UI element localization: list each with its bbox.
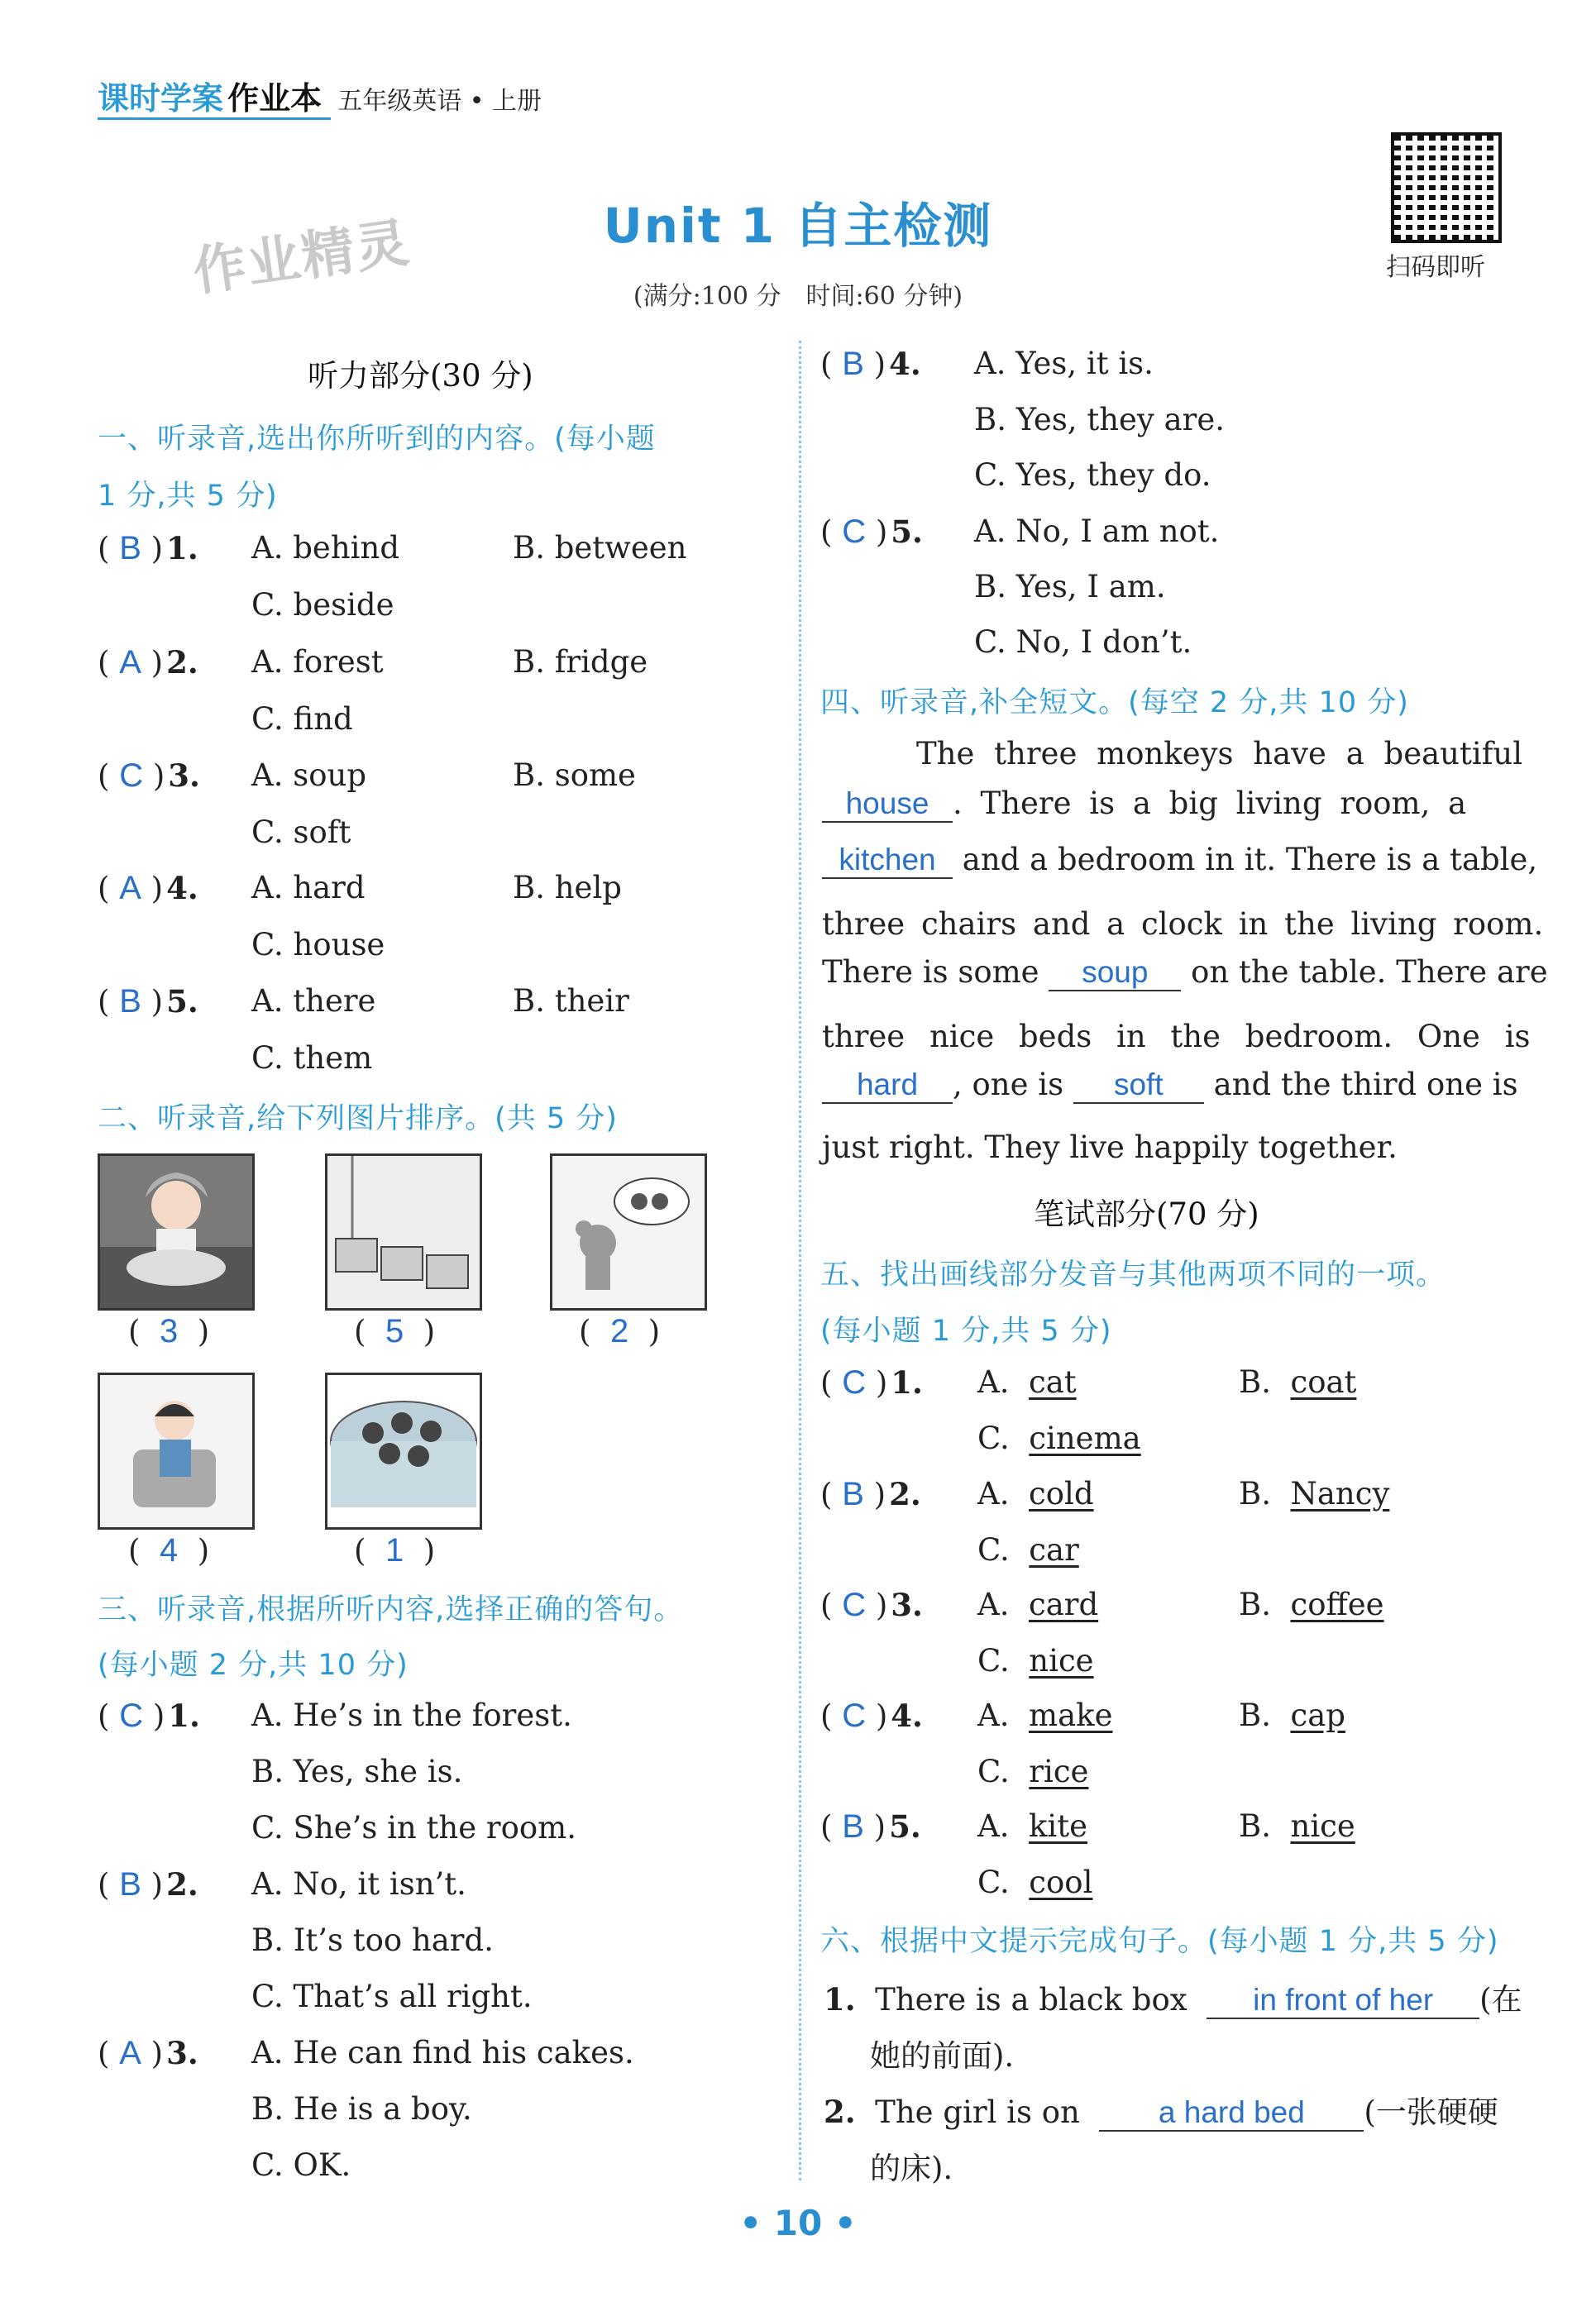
option-b: B. Yes, they are. [974, 402, 1225, 437]
header-rule [98, 117, 331, 120]
option-a: A. behind [251, 530, 400, 566]
picture-3-order: ( 2 ) [579, 1313, 661, 1349]
watermark: 作业精灵 [189, 212, 414, 303]
option-b: B. their [513, 983, 629, 1019]
option-a: A. soup [251, 757, 367, 793]
page-number: • 10 • [739, 2203, 857, 2243]
s3-question-1: ( C ) 1. A. He’s in the forest. [98, 1698, 572, 1734]
answer: C [842, 1698, 867, 1734]
s1-question-4: ( A ) 4. A. hard B. help [98, 870, 622, 906]
boy-chair-illustration [100, 1375, 252, 1527]
picture-girl-eating [98, 1153, 255, 1311]
option-a-word: cold [1029, 1476, 1094, 1512]
option-b-word: cap [1290, 1698, 1345, 1733]
blank-1: house [822, 786, 953, 823]
answer: C [842, 1364, 867, 1401]
question-number: 2. [166, 1866, 198, 1903]
section-3-title-cont: (每小题 2 分,共 10 分) [98, 1649, 409, 1682]
option-b-word: Nancy [1290, 1476, 1390, 1512]
picture-three-beds [325, 1153, 482, 1311]
s1-question-5: ( B ) 5. A. there B. their [98, 983, 629, 1020]
s3-question-4: ( B ) 4. A. Yes, it is. [820, 346, 1154, 382]
brand-name-b: 作业本 [227, 80, 323, 117]
s5-question-5: ( B ) 5. A. kite B. nice [820, 1808, 1355, 1845]
answer: B [842, 346, 864, 382]
passage-line-4: three chairs and a clock in the living room. [822, 906, 1544, 942]
option-b-word: coffee [1290, 1587, 1384, 1622]
passage-line-3: kitchen and a bedroom in it. There is a table, [822, 842, 1537, 879]
s6-question-1: 1. There is a black box in front of her (在 [824, 1981, 1522, 2018]
s5-question-3: ( C ) 3. A. card B. coffee [820, 1587, 1384, 1623]
s6-question-2: 2. The girl is on a hard bed (一张硬硬 [824, 2094, 1498, 2130]
s6-question-1-cont: 她的前面). [870, 2038, 1015, 2074]
question-number: 3. [166, 2035, 198, 2071]
passage-line-8: just right. They live happily together. [822, 1129, 1398, 1165]
option-a: A. there [251, 983, 376, 1019]
header-brand [98, 73, 542, 118]
section-1-title-cont: 1 分,共 5 分) [98, 480, 278, 513]
section-6-title: 六、根据中文提示完成句子。(每小题 1 分,共 5 分) [820, 1925, 1499, 1958]
option-b-word: nice [1290, 1808, 1355, 1844]
answer: C [842, 1587, 867, 1623]
option-c: C. She’s in the room. [251, 1810, 576, 1846]
passage-line-7: hard , one is soft and the third one is [822, 1067, 1518, 1104]
option-b: B. between [513, 530, 687, 566]
picture-mouse [550, 1153, 707, 1311]
passage-line-2: house . There is a big living room, a [822, 786, 1466, 823]
s1-question-2: ( A ) 2. A. forest B. fridge [98, 644, 648, 681]
blank-3: soup [1049, 955, 1181, 991]
beds-illustration [327, 1156, 480, 1308]
question-number: 5. [166, 983, 198, 1020]
answer: 4 [159, 1532, 179, 1569]
question-number: 4. [889, 346, 921, 382]
question-number: 3. [168, 757, 200, 794]
question-number: 5. [891, 513, 923, 550]
mouse-illustration [552, 1156, 705, 1308]
answer: 1 [385, 1532, 404, 1569]
listening-heading: 听力部分(30 分) [308, 358, 533, 394]
option-a: A. Yes, it is. [974, 346, 1154, 381]
passage-line-5: There is some soup on the table. There are [822, 954, 1548, 990]
picture-2-order: ( 5 ) [354, 1313, 436, 1349]
s1-question-1: ( B ) 1. A. behind B. between [98, 530, 687, 566]
s3-question-5: ( C ) 5. A. No, I am not. [820, 513, 1220, 550]
option-c: C. rice [977, 1754, 1089, 1789]
passage-line-6: three nice beds in the bedroom. One is [822, 1019, 1531, 1054]
section-5-title: 五、找出画线部分发音与其他两项不同的一项。 [820, 1258, 1446, 1292]
option-b-word: coat [1290, 1364, 1357, 1400]
option-b: B. some [513, 757, 636, 793]
s6-question-2-cont: 的床). [870, 2151, 953, 2186]
option-c: C. That’s all right. [251, 1979, 533, 2014]
picture-1-order: ( 3 ) [128, 1313, 210, 1349]
s5-question-4: ( C ) 4. A. make B. cap [820, 1698, 1345, 1734]
answer: B [842, 1476, 864, 1512]
blank-5: soft [1073, 1067, 1204, 1104]
option-c-word: car [1029, 1532, 1079, 1568]
option-a: A. hard [251, 870, 366, 905]
apples-table-illustration [327, 1375, 480, 1527]
answer: A [119, 870, 141, 906]
answer: B [842, 1808, 864, 1845]
question-number: 1. [166, 530, 198, 566]
answer: 2 [609, 1313, 629, 1349]
option-a-word: kite [1029, 1808, 1088, 1844]
option-c: C. Yes, they do. [974, 457, 1211, 493]
option-a: A. No, it isn’t. [251, 1866, 466, 1902]
answer: B [119, 530, 141, 566]
picture-4-order: ( 4 ) [128, 1532, 210, 1569]
section-2-title: 二、听录音,给下列图片排序。(共 5 分) [98, 1102, 618, 1135]
option-a: A. He’s in the forest. [251, 1698, 572, 1733]
page-title: Unit 1 自主检测 [603, 198, 993, 254]
option-c: C. cool [977, 1865, 1093, 1900]
s5-question-1: ( C ) 1. A. cat B. coat [820, 1364, 1357, 1401]
option-c-word: cool [1029, 1865, 1093, 1900]
option-c: C. soft [251, 814, 351, 850]
option-b: B. Yes, I am. [974, 569, 1166, 604]
answer: 3 [159, 1313, 179, 1349]
qr-caption: 扫码即听 [1386, 253, 1485, 282]
girl-eating-illustration [100, 1156, 252, 1308]
answer: C [119, 1698, 144, 1734]
passage-line-1: The three monkeys have a beautiful [916, 736, 1523, 771]
section-3-title: 三、听录音,根据所听内容,选择正确的答句。 [98, 1593, 684, 1626]
answer: C [842, 513, 867, 550]
option-a-word: cat [1029, 1364, 1077, 1400]
option-a-word: make [1029, 1698, 1113, 1733]
option-c: C. No, I don’t. [974, 624, 1192, 660]
option-c-word: nice [1029, 1643, 1094, 1679]
answer: A [119, 644, 141, 681]
header-subtitle: 五年级英语 • 上册 [337, 87, 542, 116]
option-a: A. No, I am not. [974, 513, 1220, 549]
option-c: C. find [251, 701, 353, 737]
answer: B [119, 983, 141, 1020]
option-c-word: rice [1029, 1754, 1089, 1789]
s3-question-2: ( B ) 2. A. No, it isn’t. [98, 1866, 466, 1903]
column-divider [799, 341, 801, 2180]
blank-2: kitchen [822, 843, 953, 879]
option-c: C. cinema [977, 1421, 1141, 1456]
section-5-title-cont: (每小题 1 分,共 5 分) [820, 1315, 1112, 1348]
option-c: C. house [251, 927, 385, 962]
option-c: C. OK. [251, 2147, 351, 2183]
option-b: B. It’s too hard. [251, 1922, 494, 1958]
s5-question-2: ( B ) 2. A. cold B. Nancy [820, 1476, 1390, 1512]
answer: C [119, 757, 144, 794]
option-c-word: cinema [1029, 1421, 1141, 1456]
option-a-word: card [1029, 1587, 1099, 1622]
writing-heading: 笔试部分(70 分) [1034, 1196, 1259, 1232]
question-number: 2. [166, 644, 198, 681]
question-number: 1. [168, 1698, 200, 1734]
option-a: A. He can find his cakes. [251, 2035, 634, 2070]
picture-boy-chair [98, 1373, 255, 1530]
option-b: B. fridge [513, 644, 648, 680]
option-c: C. car [977, 1532, 1079, 1568]
option-b: B. Yes, she is. [251, 1754, 463, 1789]
option-c: C. nice [977, 1643, 1094, 1679]
option-b: B. help [513, 870, 622, 905]
option-c: C. beside [251, 587, 394, 623]
option-b: B. He is a boy. [251, 2091, 472, 2127]
picture-5-order: ( 1 ) [354, 1532, 436, 1569]
option-a: A. forest [251, 644, 384, 680]
option-c: C. them [251, 1040, 373, 1076]
answer: A [119, 2035, 141, 2071]
score-time-info: (满分:100 分 时间:60 分钟) [633, 282, 963, 311]
answer: B [119, 1866, 141, 1903]
picture-table-apples [325, 1373, 482, 1530]
brand-name-a: 课时学案 [98, 80, 224, 117]
answer: 5 [385, 1313, 404, 1349]
blank-4: hard [822, 1067, 953, 1104]
s6-blank-1: in front of her [1207, 1983, 1479, 2019]
section-1-title: 一、听录音,选出你所听到的内容。(每小题 [98, 423, 656, 456]
question-number: 4. [166, 870, 198, 906]
s1-question-3: ( C ) 3. A. soup B. some [98, 757, 636, 794]
s3-question-3: ( A ) 3. A. He can find his cakes. [98, 2035, 634, 2071]
s6-blank-2: a hard bed [1099, 2095, 1364, 2132]
section-4-title: 四、听录音,补全短文。(每空 2 分,共 10 分) [820, 686, 1409, 719]
